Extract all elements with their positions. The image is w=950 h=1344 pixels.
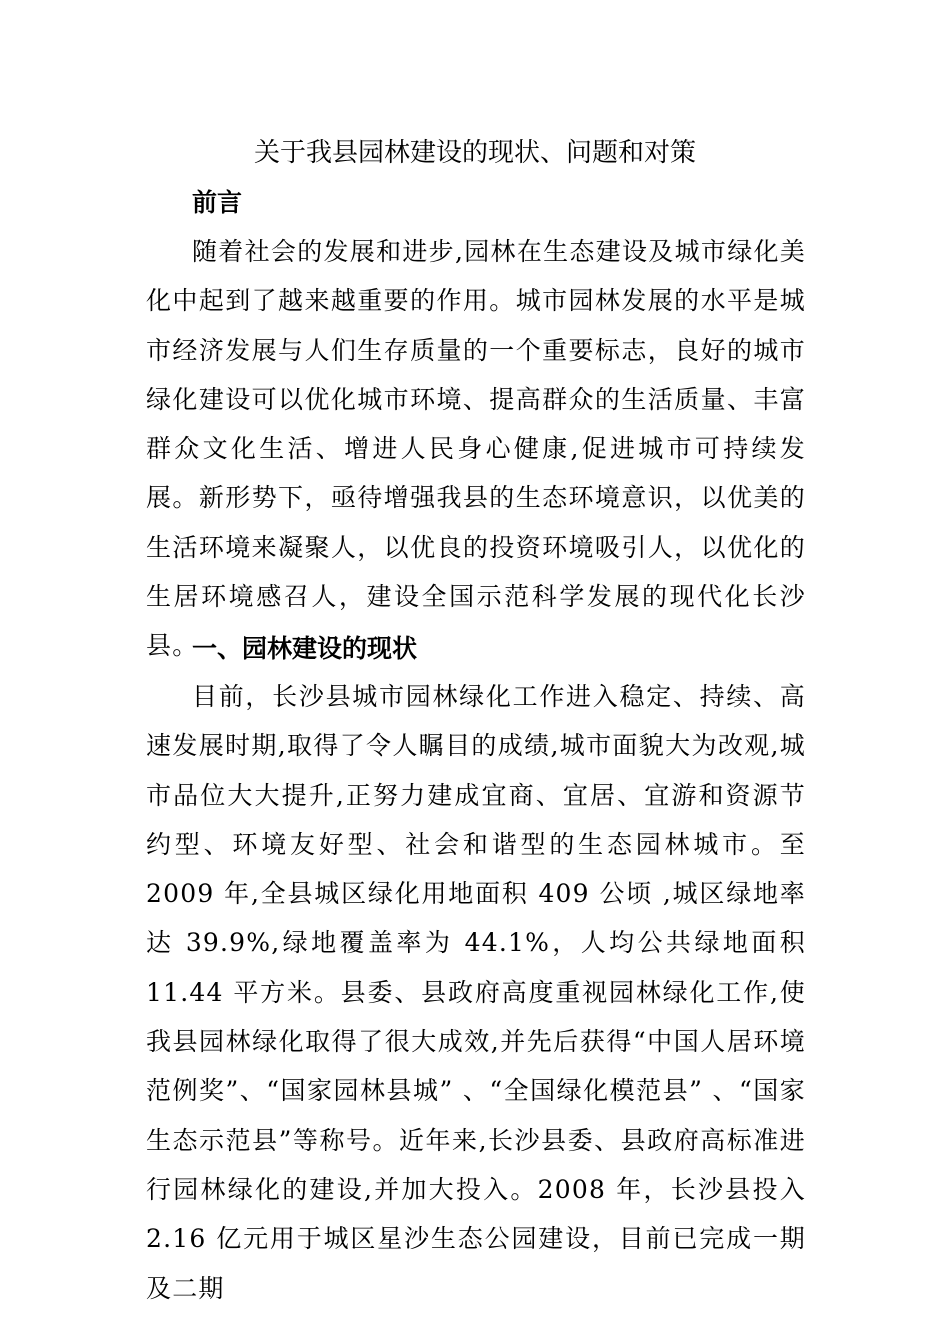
- paragraph-current-status: 目前，长沙县城市园林绿化工作进入稳定、持续、高速发展时期,取得了令人瞩目的成绩,城市面貌大为改观,城市品位大大提升,正努力建成宜商、宜居、宜游和资源节约型、环境友好型、社会和谐型的生态园林城市。至 2009 年,全县城区绿化用地面积 409 公顷 ,城区绿地率达 39.9%,绿地覆盖率为 44.1%，人均公共绿地面积 11.44 平方米。县委、县政府高度重视园林绿化工作,使我县园林绿化取得了很大成效,并先后获得“中国人居环境范例奖”、“国家园林县城” 、“全国绿化模范县” 、“国家生态示范县”等称号。近年来,长沙县委、县政府高标准进行园林绿化的建设,并加大投入。2008 年，长沙县投入 2.16 亿元用于城区星沙生态公园建设，目前已完成一期及二期: [146, 682, 806, 1303]
- section-heading-current-status: 一、园林建设的现状: [192, 634, 418, 663]
- document-title: 关于我县园林建设的现状、问题和对策: [253, 138, 696, 168]
- section-heading-preface: 前言: [192, 188, 243, 217]
- paragraph-preface: 随着社会的发展和进步,园林在生态建设及城市绿化美化中起到了越来越重要的作用。城市园林发展的水平是城市经济发展与人们生存质量的一个重要标志，良好的城市绿化建设可以优化城市环境、提高群众的生活质量、丰富群众文化生活、增进人民身心健康,促进城市可持续发展。新形势下，亟待增强我县的生态环境意识，以优美的生活环境来凝聚人，以优良的投资环境吸引人，以优化的生居环境感召人，建设全国示范科学发展的现代化长沙县。: [146, 237, 806, 661]
